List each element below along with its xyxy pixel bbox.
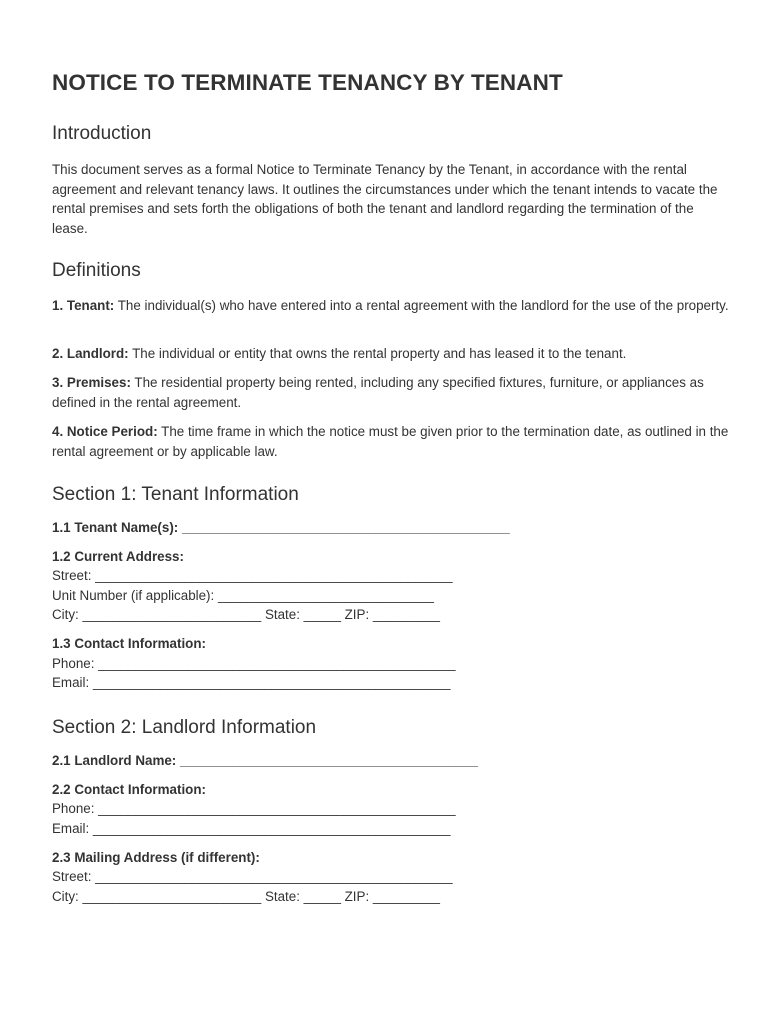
tenant-city-state-zip-field: City: ________________________ State: _____ ZIP: _________ bbox=[52, 607, 440, 622]
landlord-contact-title: 2.2 Contact Information: bbox=[52, 782, 206, 797]
definition-item-premises bbox=[52, 373, 732, 412]
tenant-contact-title: 1.3 Contact Information: bbox=[52, 636, 206, 651]
tenant-email-field: Email: ________________________________________________ bbox=[52, 675, 451, 690]
definition-text: The individual(s) who have entered into a rental agreement with the landlord for the use of the property. bbox=[117, 298, 729, 313]
definitions-heading: Definitions bbox=[52, 260, 141, 281]
landlord-street-field: Street: ________________________________________________ bbox=[52, 869, 453, 884]
definition-text: The residential property being rented, including any specified fixtures, furniture, or appliances as defined in the rental agreement. bbox=[52, 375, 704, 410]
tenant-name-field: 1.1 Tenant Name(s): ____________________________________________ bbox=[52, 520, 510, 535]
document-title: NOTICE TO TERMINATE TENANCY BY TENANT bbox=[52, 70, 563, 95]
introduction-heading: Introduction bbox=[52, 123, 152, 144]
definition-text: The time frame in which the notice must be given prior to the termination date, as outlined in the rental agreement or by applicable law. bbox=[52, 424, 729, 459]
definition-item-notice-period bbox=[52, 422, 732, 461]
landlord-email-field: Email: ________________________________________________ bbox=[52, 821, 451, 836]
introduction-text: This document serves as a formal Notice to Terminate Tenancy by the Tenant, in accordance with the rental agreement and relevant tenancy laws. It outlines the circumstances under which the tenant intends to vacate the rental premises and sets forth the obligations of both the tenant and landlord regarding the termination of the lease. bbox=[52, 162, 718, 236]
definition-term: 1. Tenant: bbox=[52, 298, 115, 313]
definition-term: 2. Landlord: bbox=[52, 346, 129, 361]
section2-heading: Section 2: Landlord Information bbox=[52, 717, 317, 738]
definition-text: The individual or entity that owns the rental property and has leased it to the tenant. bbox=[132, 346, 627, 361]
current-address-title: 1.2 Current Address: bbox=[52, 549, 184, 564]
definition-term: 4. Notice Period: bbox=[52, 424, 158, 439]
tenant-street-field: Street: ________________________________________________ bbox=[52, 568, 453, 583]
section1-heading: Section 1: Tenant Information bbox=[52, 484, 299, 505]
mailing-address-title: 2.3 Mailing Address (if different): bbox=[52, 850, 260, 865]
landlord-city-state-zip-field: City: ________________________ State: _____ ZIP: _________ bbox=[52, 889, 440, 904]
definition-term: 3. Premises: bbox=[52, 375, 131, 390]
tenant-unit-field: Unit Number (if applicable): _____________________________ bbox=[52, 588, 434, 603]
definition-item-tenant bbox=[52, 296, 732, 316]
landlord-phone-field: Phone: ________________________________________________ bbox=[52, 801, 456, 816]
landlord-name-field: 2.1 Landlord Name: ________________________________________ bbox=[52, 753, 478, 768]
tenant-phone-field: Phone: ________________________________________________ bbox=[52, 656, 456, 671]
definition-item-landlord bbox=[52, 344, 732, 364]
